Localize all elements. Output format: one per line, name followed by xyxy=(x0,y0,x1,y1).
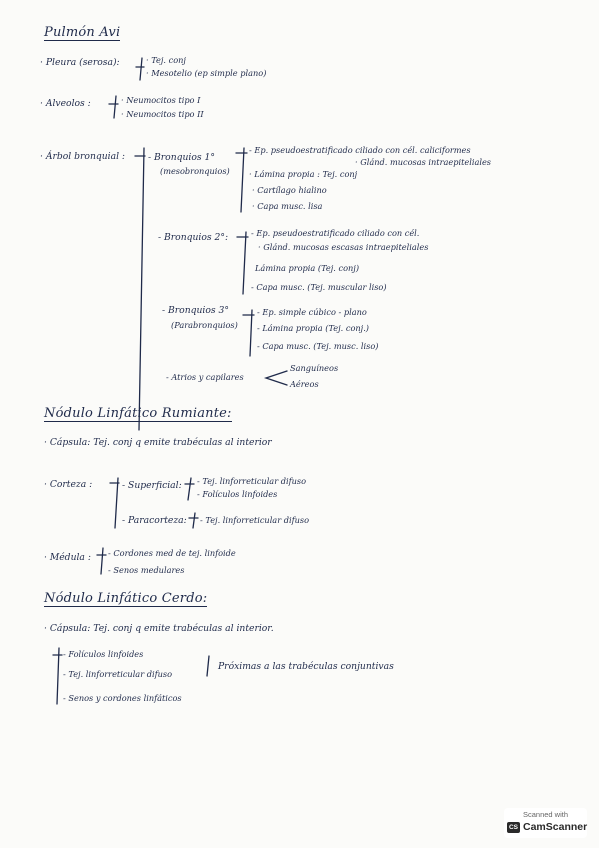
heading-pulmon: Pulmón Avi xyxy=(44,25,121,40)
superficial-item-1: - Tej. linforreticular difuso xyxy=(197,476,307,486)
arbol-label: · Árbol bronquial : xyxy=(40,151,126,162)
pleura-item-2: · Mesotelio (ep simple plano) xyxy=(146,68,267,78)
cerdo-item-2: - Tej. linforreticular difuso xyxy=(63,669,173,679)
camscanner-name: CamScanner xyxy=(523,821,588,833)
pleura-item-1: · Tej. conj xyxy=(146,55,186,65)
alveolos-label: · Alveolos : xyxy=(40,98,91,109)
scanned-with-text: Scanned with xyxy=(522,810,569,819)
b1-item-1: - Ep. pseudoestratificado ciliado con cél. caliciformes xyxy=(249,145,471,155)
superficial-item-2: - Folículos linfoides xyxy=(197,489,278,499)
alveolos-item-1: · Neumocitos tipo I xyxy=(121,95,201,105)
bronquios-3-sub: (Parabronquios) xyxy=(171,320,238,330)
bronquios-3-label: - Bronquios 3° xyxy=(162,305,229,316)
superficial-label: - Superficial: xyxy=(122,480,182,491)
heading-rumiante: Nódulo Linfático Rumiante: xyxy=(44,406,232,421)
heading-cerdo: Nódulo Linfático Cerdo: xyxy=(44,591,208,606)
b3-item-3: - Capa musc. (Tej. musc. liso) xyxy=(257,341,379,351)
pleura-label: · Pleura (serosa): xyxy=(40,57,120,68)
atrios-item-1: Sanguíneos xyxy=(290,363,339,373)
b3-item-1: - Ep. simple cúbico - plano xyxy=(257,307,367,317)
alveolos-item-2: · Neumocitos tipo II xyxy=(121,109,204,119)
b3-item-2: - Lámina propia (Tej. conj.) xyxy=(257,323,369,333)
bronquios-1-sub: (mesobronquios) xyxy=(160,166,230,176)
b2-item-1: - Ep. pseudoestratificado ciliado con cél. xyxy=(251,228,420,238)
paracorteza-label: - Paracorteza: xyxy=(122,515,187,526)
b1-item-3: · Cartílago hialino xyxy=(252,185,327,195)
medula-item-2: - Senos medulares xyxy=(108,565,185,575)
capsula-cerdo: · Cápsula: Tej. conj q emite trabéculas al interior. xyxy=(44,623,274,634)
atrios-item-2: Aéreos xyxy=(290,379,319,389)
b1-item-1b: · Glánd. mucosas intraepiteliales xyxy=(355,157,492,167)
b2-item-1b: · Glánd. mucosas escasas intraepiteliales xyxy=(258,242,429,252)
b2-item-3: - Capa musc. (Tej. muscular liso) xyxy=(251,282,387,292)
cerdo-item-1: - Folículos linfoides xyxy=(63,649,144,659)
medula-item-1: - Cordones med de tej. linfoide xyxy=(108,548,236,558)
b1-item-2: · Lámina propia : Tej. conj xyxy=(249,169,358,179)
cerdo-near-trabeculas: Próximas a las trabéculas conjuntivas xyxy=(218,661,394,672)
b2-item-2: Lámina propia (Tej. conj) xyxy=(255,263,360,273)
atrios-label: - Atrios y capilares xyxy=(166,372,244,382)
corteza-label: · Corteza : xyxy=(44,479,93,490)
b1-item-4: · Capa musc. lisa xyxy=(252,201,323,211)
bronquios-2-label: - Bronquios 2°: xyxy=(158,232,229,243)
cerdo-item-3: - Senos y cordones linfáticos xyxy=(63,693,182,703)
bronquios-1-label: - Bronquios 1° xyxy=(148,152,215,163)
capsula-rumiante: · Cápsula: Tej. conj q emite trabéculas al interior xyxy=(44,437,272,448)
camscanner-logo-icon: CS xyxy=(508,824,519,831)
paracorteza-item-1: - Tej. linforreticular difuso xyxy=(200,515,310,525)
camscanner-badge xyxy=(504,808,587,838)
medula-label: · Médula : xyxy=(44,552,91,563)
